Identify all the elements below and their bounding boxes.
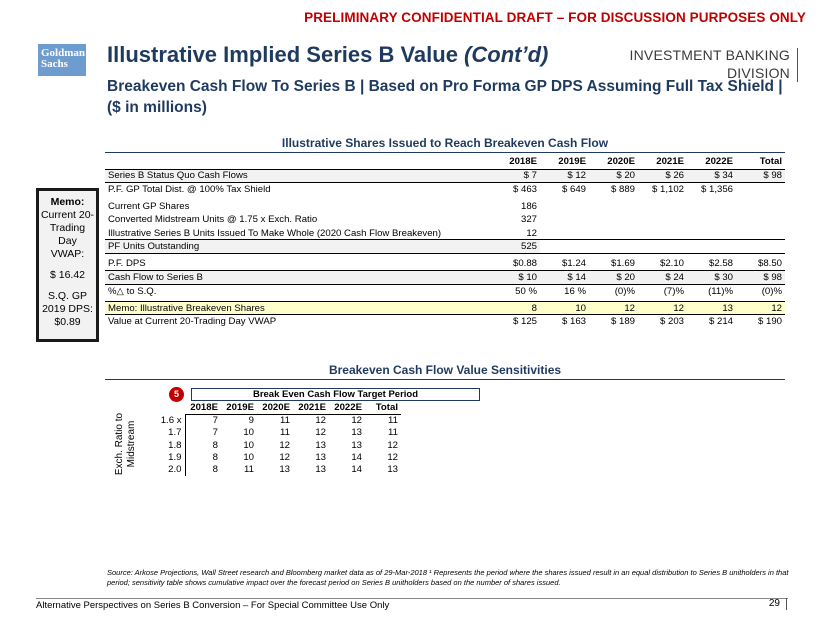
cell: 11	[280, 415, 290, 427]
table-row-cash-flow	[105, 271, 785, 284]
cell	[736, 182, 785, 195]
section-rule-shares	[105, 152, 785, 153]
table-row-pct-sq	[105, 284, 785, 297]
cell: 16 %	[564, 285, 586, 297]
cell: 12	[638, 302, 687, 315]
column-header: 2021E	[638, 155, 687, 169]
division-divider	[797, 48, 798, 82]
memo-line: VWAP:	[50, 248, 85, 260]
cell: $ 26	[638, 169, 687, 182]
table-row-converted	[105, 213, 785, 226]
sensitivity-table	[148, 402, 401, 476]
row-label: 2.0	[168, 464, 182, 476]
table-row-illustrative-units	[105, 227, 785, 240]
cell: $ 125	[512, 316, 537, 328]
column-header: 2019E	[540, 155, 589, 169]
cell: $ 20	[589, 271, 638, 284]
cell: 12	[589, 302, 638, 315]
row-label: 1.8	[168, 439, 182, 451]
cell: 9	[248, 415, 254, 427]
cell: $ 10	[491, 271, 540, 284]
cell: 13	[315, 451, 326, 463]
cell: 12	[387, 451, 398, 463]
cell: (0)%	[614, 285, 635, 297]
cell: 14	[351, 464, 362, 476]
column-header: 2018E	[491, 155, 540, 169]
cell: 10	[243, 439, 254, 451]
cell: 50 %	[515, 285, 537, 297]
section-title-sensitivities: Breakeven Cash Flow Value Sensitivities	[328, 363, 562, 377]
footer-text: Alternative Perspectives on Series B Conversion – For Special Committee Use Only	[36, 600, 390, 611]
column-header: 2022E	[329, 402, 365, 414]
cell: $8.50	[757, 258, 782, 270]
row-axis-line-2: Midstream	[126, 420, 137, 468]
cell: $ 163	[561, 316, 586, 328]
confidential-banner: PRELIMINARY CONFIDENTIAL DRAFT – FOR DISCUSSION PURPOSES ONLY	[304, 10, 806, 25]
page-subtitle: Breakeven Cash Flow To Series B | Based on Pro Forma GP DPS Assuming Full Tax Shield | ($ in millions)	[107, 78, 783, 116]
cell: $ 214	[708, 316, 733, 328]
row-label: P.F. DPS	[108, 258, 146, 270]
cell: 8	[185, 451, 221, 463]
cell: $ 463	[512, 183, 537, 195]
goldman-sachs-logo	[38, 44, 86, 76]
cell: $ 12	[540, 169, 589, 182]
cell: (11)%	[708, 285, 733, 297]
section-title-shares: Illustrative Shares Issued to Reach Breakeven Cash Flow	[281, 136, 609, 150]
column-header: 2019E	[221, 402, 257, 414]
cell: 7	[185, 414, 221, 426]
cell: 13	[351, 427, 362, 439]
memo-box	[36, 188, 99, 342]
column-header: Total	[736, 155, 785, 169]
shares-table	[105, 155, 785, 328]
cell: $ 889	[610, 183, 635, 195]
sensitivity-row	[148, 451, 401, 463]
cell: 12	[526, 227, 537, 239]
sensitivity-row	[148, 414, 401, 426]
cell: $ 7	[491, 169, 540, 182]
cell: $2.58	[708, 258, 733, 270]
logo-line-2: Sachs	[41, 58, 68, 70]
source-note: Source: Arkose Projections, Wall Street research and Bloomberg market data as of 29-Mar-2018 ¹ Represents the period where the shares issued result in an equal distribution to Series B unitholders in that period; sensitivity table shows cumulative impact over the forecast period on Series B unitholders based on the number of shares issued.	[107, 568, 789, 587]
table-row-value-vwap	[105, 315, 785, 328]
cell: $ 98	[736, 271, 785, 284]
cell: 13	[387, 464, 398, 476]
sensitivity-row	[148, 439, 401, 451]
cell: 13	[351, 439, 362, 451]
row-label: 1.7	[168, 427, 182, 439]
cell: 8	[185, 439, 221, 451]
memo-dps-value: $0.89	[54, 316, 81, 328]
row-label: %△ to S.Q.	[108, 285, 157, 297]
row-label: Memo: Illustrative Breakeven Shares	[105, 302, 491, 315]
cell: 12	[387, 439, 398, 451]
cell: $ 1,102	[651, 183, 684, 195]
cell: $ 24	[638, 271, 687, 284]
row-label: 1.6 x	[160, 414, 182, 426]
cell: 13	[315, 439, 326, 451]
cell: 11	[280, 427, 290, 439]
cell: 10	[540, 302, 589, 315]
cell: 10	[243, 427, 254, 439]
row-label: Converted Midstream Units @ 1.75 x Exch. Ratio	[108, 214, 318, 226]
cell: 11	[244, 464, 254, 476]
memo-line: S.Q. GP	[47, 290, 88, 302]
section-rule-sensitivities	[105, 379, 785, 380]
row-label: Current GP Shares	[108, 200, 190, 212]
row-label: Series B Status Quo Cash Flows	[105, 169, 491, 182]
cell: 11	[388, 427, 398, 439]
cell: 12	[315, 415, 326, 427]
cell: $1.24	[561, 258, 586, 270]
memo-line: Day	[58, 235, 77, 247]
memo-heading: Memo:	[50, 196, 85, 208]
cell: 327	[520, 214, 537, 226]
cell: (0)%	[761, 285, 782, 297]
cell: $ 34	[687, 169, 736, 182]
row-label: PF Units Outstanding	[105, 240, 491, 253]
cell: $0.88	[512, 258, 537, 270]
cell: 8	[491, 302, 540, 315]
cell: 525	[491, 240, 540, 253]
header-blank	[105, 155, 491, 169]
cell: $ 14	[540, 271, 589, 284]
memo-line: Trading	[49, 222, 86, 234]
table-row-pf-dps	[105, 257, 785, 270]
column-header: 2018E	[185, 402, 221, 414]
cell: 12	[351, 415, 362, 427]
cell: 186	[520, 200, 537, 212]
memo-line: Current 20-	[40, 209, 95, 221]
table-header-row	[105, 155, 785, 169]
row-axis-line-1: Exch. Ratio to	[114, 412, 125, 476]
cell: (7)%	[663, 285, 684, 297]
cell: $2.10	[659, 258, 684, 270]
table-row-status-quo	[105, 169, 785, 182]
sensitivity-header-row	[148, 402, 401, 414]
cell: 13	[279, 464, 290, 476]
cell: 10	[243, 451, 254, 463]
cell: $ 30	[687, 271, 736, 284]
cell: $ 1,356	[700, 183, 733, 195]
logo-line-1: Goldman	[41, 47, 86, 59]
footer-divider	[36, 598, 788, 599]
column-header: Total	[365, 402, 401, 414]
cell: $ 649	[561, 183, 586, 195]
memo-vwap-value: $ 16.42	[49, 269, 86, 281]
cell: 7	[185, 427, 221, 439]
sensitivity-header: Break Even Cash Flow Target Period	[191, 388, 480, 401]
row-label: 1.9	[168, 451, 182, 463]
table-row-pf-gp-dist	[105, 182, 785, 195]
cell: 12	[279, 451, 290, 463]
column-header: 2022E	[687, 155, 736, 169]
title-italic: (Cont’d)	[464, 42, 549, 67]
row-label: Cash Flow to Series B	[105, 271, 491, 284]
page-title	[107, 42, 548, 68]
table-row-memo-shares	[105, 302, 785, 315]
division-line-1: INVESTMENT BANKING	[629, 47, 790, 63]
column-header: 2020E	[257, 402, 293, 414]
table-row-pf-units	[105, 240, 785, 253]
row-label: Value at Current 20-Trading Day VWAP	[108, 316, 277, 328]
cell: $1.69	[610, 258, 635, 270]
memo-line: 2019 DPS:	[42, 303, 93, 315]
table-row-current-gp	[105, 200, 785, 213]
title-main: Illustrative Implied Series B Value	[107, 42, 465, 67]
cell: 12	[736, 302, 785, 315]
cell: $ 190	[757, 316, 782, 328]
cell: $ 20	[589, 169, 638, 182]
cell: 12	[279, 439, 290, 451]
cell: $ 189	[610, 316, 635, 328]
cell: 13	[315, 464, 326, 476]
cell: $ 98	[736, 169, 785, 182]
cell: 11	[388, 415, 398, 427]
cell: $ 203	[659, 316, 684, 328]
row-label: P.F. GP Total Dist. @ 100% Tax Shield	[108, 183, 271, 195]
page-number: 29	[757, 598, 787, 610]
division-line-2: DIVISION	[726, 65, 790, 81]
column-header: 2021E	[293, 402, 329, 414]
cell: 14	[351, 451, 362, 463]
sensitivity-row	[148, 427, 401, 439]
footnote-marker-badge: 5	[169, 387, 184, 402]
cell: 13	[687, 302, 736, 315]
cell: 8	[185, 463, 221, 475]
column-header: 2020E	[589, 155, 638, 169]
cell: 12	[315, 427, 326, 439]
sensitivity-row	[148, 463, 401, 475]
row-axis-label	[114, 410, 138, 478]
row-label: Illustrative Series B Units Issued To Make Whole (2020 Cash Flow Breakeven)	[108, 227, 442, 239]
